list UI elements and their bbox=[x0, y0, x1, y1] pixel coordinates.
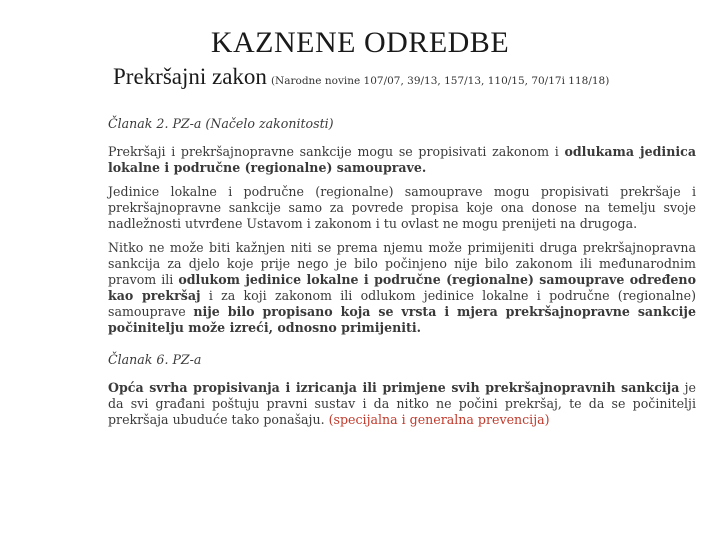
article-6-p1-text: je da svi građani poštuju pravni sustav i da nitko ne počini prekršaj, te da se počinitelji prekršaja ubuduće tako ponašaju. bbox=[108, 380, 696, 427]
article-2-p3-bold-a: odlukom jedinice lokalne i područne (regionalne) samouprave određeno kao prekršaj bbox=[108, 272, 696, 303]
subtitle-gazette-reference: (Narodne novine 107/07, 39/13, 157/13, 110/15, 70/17i 118/18) bbox=[270, 75, 610, 87]
article-2-p1-text: Prekršaji i prekršajnopravne sankcije mogu se propisivati zakonom i bbox=[108, 144, 565, 159]
article-2-paragraph-3 bbox=[108, 240, 696, 336]
article-6-paragraph-1 bbox=[108, 380, 696, 428]
subtitle-law-name: Prekršajni zakon bbox=[113, 64, 267, 89]
slide-title: KAZNENE ODREDBE bbox=[210, 26, 510, 59]
article-6-heading: Članak 6. PZ-a bbox=[108, 352, 202, 367]
article-2-p3-bold-b: nije bilo propisano koja se vrsta i mjera prekršajnopravne sankcije počinitelju može izreći, odnosno primijeniti. bbox=[108, 304, 696, 335]
article-2-paragraph-1 bbox=[108, 144, 696, 176]
article-2-paragraph-2: Jedinice lokalne i područne (regionalne) samouprave mogu propisivati prekršaje i prekršajnopravne sankcije samo za povrede propisa koje ona donose na temelju svoje nadležnosti utvrđene Ustavom i zakonom i tu ovlast ne mogu prenijeti na drugoga. bbox=[108, 184, 696, 231]
article-2-p3-text-b: i za koji zakonom ili odlukom jedinice lokalne i područne (regionalne) samouprave bbox=[108, 288, 696, 319]
article-6-p1-bold: Opća svrha propisivanja i izricanja ili primjene svih prekršajnopravnih sankcija bbox=[108, 380, 680, 395]
article-2-heading: Članak 2. PZ-a (Načelo zakonitosti) bbox=[108, 116, 334, 131]
article-6-p1-prevention-note: (specijalna i generalna prevencija) bbox=[328, 412, 550, 427]
slide-content bbox=[108, 116, 696, 436]
slide-subtitle bbox=[113, 64, 609, 90]
article-2-p3-text-a: Nitko ne može biti kažnjen niti se prema njemu može primijeniti druga prekršajnopravna sankcija za djelo koje prije nego je bilo počinjeno nije bilo zakonom ili međunarodnim pravom ili bbox=[108, 240, 696, 287]
article-2-p1-bold: odlukama jedinica lokalne i područne (regionalne) samouprave. bbox=[108, 144, 696, 175]
